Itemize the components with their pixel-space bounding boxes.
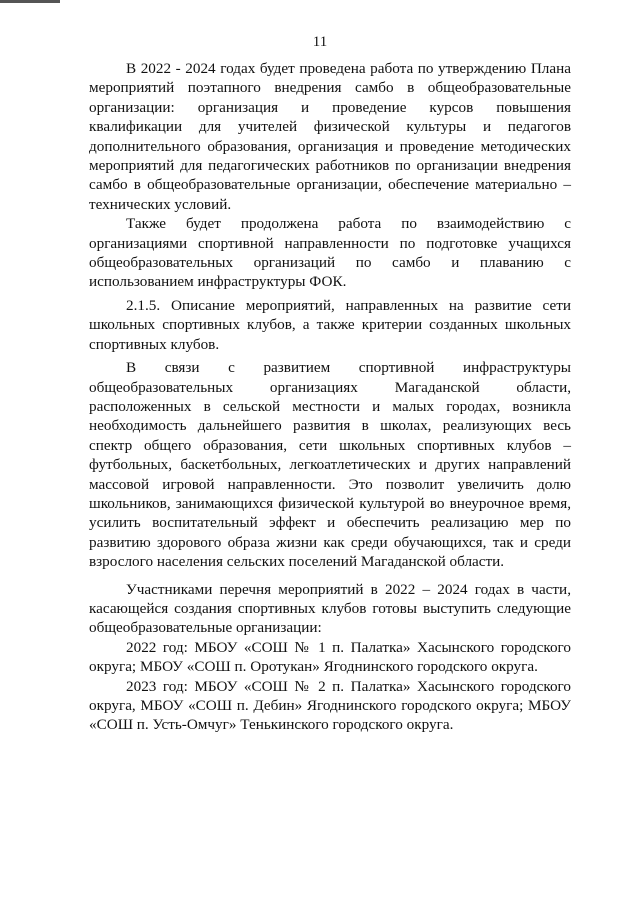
paragraph-year-2022: 2022 год: МБОУ «СОШ № 1 п. Палатка» Хасынского городского округа; МБОУ «СОШ п. Оротукан» Ягоднинского городского округа. [89, 638, 571, 676]
paragraph-section-2-1-5: 2.1.5. Описание мероприятий, направленных на развитие сети школьных спортивных клубов, а также критерии созданных школьных спортивных клубов. [89, 296, 571, 353]
paragraph-cooperation: Также будет продолжена работа по взаимодействию с организациями спортивной направленности по подготовке учащихся общеобразовательных организаций по самбо и плаванию с использованием инфраструктуры ФОК. [89, 215, 571, 291]
scan-edge-mark [0, 0, 60, 3]
document-body [89, 59, 571, 735]
page-number: 11 [312, 34, 328, 50]
paragraph-year-2023: 2023 год: МБОУ «СОШ № 2 п. Палатка» Хасынского городского округа, МБОУ «СОШ п. Дебин» Ягоднинского городского округа; МБОУ «СОШ п. Усть-Омчуг» Тенькинского городского округа. [89, 677, 571, 734]
paragraph-sports-clubs-development: В связи с развитием спортивной инфраструктуры общеобразовательных организациях Магаданской области, расположенных в сельской местности и малых городах, возникла необходимость дальнейшего развития в школах, реализующих весь спектр общего образования, сети школьных спортивных клубов – футбольных, баскетбольных, легкоатлетических и других направлений массовой игровой направленности. Это позволит увеличить долю школьников, занимающихся физической культурой во внеурочное время, усилить воспитательный эффект и обеспечить реализацию мер по развитию здорового образа жизни как среди обучающихся, так и среди взрослого населения сельских поселений Магаданской области. [89, 359, 571, 571]
paragraph-participants: Участниками перечня мероприятий в 2022 – 2024 годах в части, касающейся создания спортивных клубов готовы выступить следующие общеобразовательные организации: [89, 580, 571, 637]
paragraph-sambo-plan: В 2022 - 2024 годах будет проведена работа по утверждению Плана мероприятий поэтапного внедрения самбо в общеобразовательные организации: организация и проведение курсов повышения квалификации для учителей физической культуры и педагогов дополнительного образования, организация и проведение методических мероприятий для педагогических работников по организации внедрения самбо в общеобразовательные организации, обеспечение материально – технических условий. [89, 60, 571, 213]
